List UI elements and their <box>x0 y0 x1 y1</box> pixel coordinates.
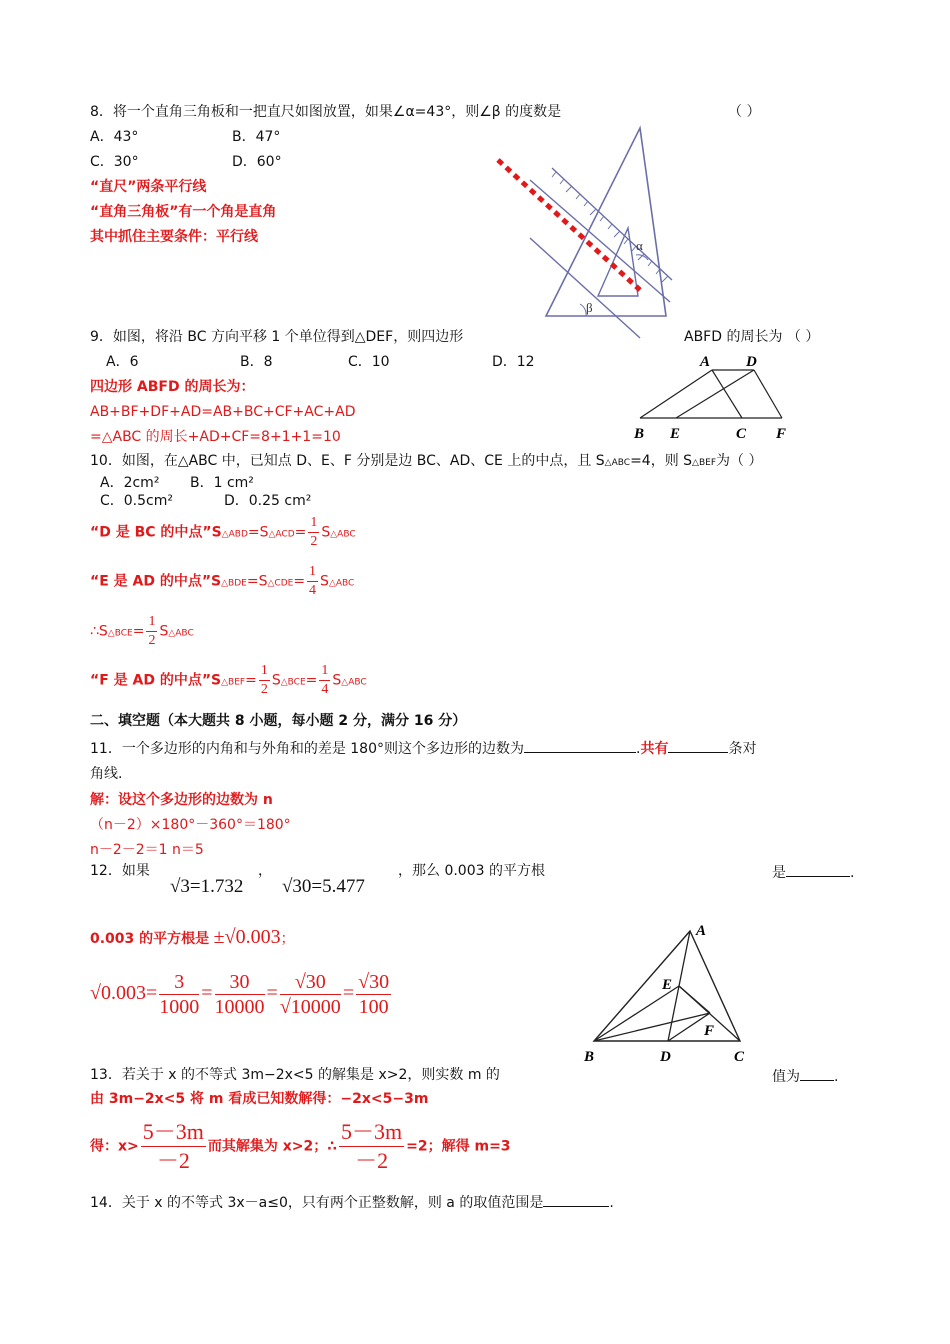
q11-blank-2[interactable] <box>668 738 728 753</box>
q9-label-d: D <box>746 354 757 370</box>
q8-option-b: B．47° <box>232 129 281 145</box>
q9-option-a: A．6 <box>106 354 139 370</box>
q14-blank[interactable] <box>543 1192 609 1207</box>
q10-figure-triangle <box>580 905 760 1065</box>
q8-note-3: 其中抓住主要条件：平行线 <box>90 229 258 245</box>
q10-label-c: C <box>734 1049 745 1065</box>
q10-note-1: “D 是 BC 的中点”S△ABD=S△ACD= $\frac{1}{2}$ S△ABC <box>90 515 356 549</box>
q10-stem: 10．如图，在△ABC 中，已知点 D、E、F 分别是边 BC、AD、CE 上的中点，且 S△ABC=4，则 S△BEF为（ ） <box>90 453 763 469</box>
q12-stem: 12．如果 <box>90 863 150 879</box>
q9-note-2: AB+BF+DF+AD=AB+BC+CF+AC+AD <box>90 404 356 420</box>
q11-note-3: n－2－2＝1 n＝5 <box>90 842 204 858</box>
q10-note-3: ∴S△BCE= $\frac{1}{2}$ S△ABC <box>90 614 194 648</box>
q13-note-1: 由 3m−2x<5 将 m 看成已知数解得：−2x<5−3m <box>90 1091 429 1107</box>
q11-note-1: 解：设这个多边形的边数为 n <box>90 792 273 808</box>
q10-option-d: D．0.25 cm² <box>224 493 312 509</box>
q12-note-equation: √0.003= $\frac{3}{1000}$ = $\frac{30}{10000}$ = $\frac{√30}{√10000}$ = $\frac{√30}{100}$ <box>90 971 390 1018</box>
q8-alpha-label: α <box>636 238 643 253</box>
q9-option-d: D．12 <box>492 354 535 370</box>
q10-option-a: A．2cm² <box>100 475 160 491</box>
q9-label-f: F <box>776 426 787 442</box>
q10-label-b: B <box>584 1049 595 1065</box>
q8-note-1: “直尺”两条平行线 <box>90 179 207 195</box>
q12-sqrt3: √3=1.732 <box>170 876 244 897</box>
q8-figure-ruler-triangle <box>490 120 680 340</box>
q8-option-a: A．43° <box>90 129 139 145</box>
q9-option-c: C．10 <box>348 354 390 370</box>
q12-blank[interactable] <box>786 862 850 877</box>
q10-note-4: “F 是 AD 的中点”S△BEF= $\frac{1}{2}$ S△BCE= $\frac{1}{4}$ S△ABC <box>90 663 367 697</box>
q10-label-a: A <box>696 923 707 939</box>
q10-label-f: F <box>704 1023 715 1039</box>
q11-stem-line2: 角线. <box>90 766 123 782</box>
q9-option-b: B．8 <box>240 354 273 370</box>
q11-blank-1[interactable] <box>524 738 636 753</box>
q13-stem: 13．若关于 x 的不等式 3m−2x<5 的解集是 x>2，则实数 m 的 <box>90 1067 500 1083</box>
q8-option-c: C．30° <box>90 154 139 170</box>
q8-stem: 8．将一个直角三角板和一把直尺如图放置，如果∠α=43°，则∠β 的度数是 <box>90 104 562 120</box>
q10-option-b: B．1 cm² <box>190 475 254 491</box>
q12-note-1: 0.003 的平方根是 ±√0.003； <box>90 926 295 948</box>
q13-note-2: 得：x> $\frac{5-3m}{-2}$ 而其解集为 x>2；∴ $\frac{5-3m}{-2}$ =2；解得 m=3 <box>90 1119 511 1173</box>
q8-paren: （ ） <box>728 104 761 120</box>
q11-stem: 11．一个多边形的内角和与外角和的差是 180°则这个多边形的边数为 .共有 条对 <box>90 738 756 758</box>
q9-stem-right: ABFD 的周长为 （ ） <box>684 329 820 345</box>
q10-option-c: C．0.5cm² <box>100 493 173 509</box>
q12-stem-right: 是 . <box>772 862 854 882</box>
q12-comma: ， <box>258 863 272 879</box>
q11-note-2: （n－2）×180°－360°＝180° <box>90 817 291 833</box>
q9-label-c: C <box>736 426 747 442</box>
q13-stem-right: 值为 . <box>772 1066 838 1086</box>
q10-label-e: E <box>662 977 673 993</box>
q9-stem: 9．如图，将沿 BC 方向平移 1 个单位得到△DEF，则四边形 <box>90 329 464 345</box>
section-2-title: 二、填空题（本大题共 8 小题，每小题 2 分，满分 16 分） <box>90 713 467 729</box>
q12-stem-mid: ，那么 0.003 的平方根 <box>398 863 545 879</box>
q9-label-a: A <box>700 354 711 370</box>
q13-blank[interactable] <box>800 1066 834 1081</box>
q9-note-3: =△ABC 的周长+AD+CF=8+1+1=10 <box>90 429 341 445</box>
q12-sqrt30: √30=5.477 <box>282 876 365 897</box>
q8-note-2: “直角三角板”有一个角是直角 <box>90 204 277 220</box>
q9-label-e: E <box>670 426 681 442</box>
q8-option-d: D．60° <box>232 154 282 170</box>
q14-stem: 14．关于 x 的不等式 3x－a≤0，只有两个正整数解，则 a 的取值范围是 . <box>90 1192 614 1212</box>
q9-note-1: 四边形 ABFD 的周长为： <box>90 379 255 395</box>
q8-beta-label: β <box>586 300 593 315</box>
q10-note-2: “E 是 AD 的中点”S△BDE=S△CDE= $\frac{1}{4}$ S△ABC <box>90 564 355 598</box>
q9-figure-translation <box>630 350 800 445</box>
q9-label-b: B <box>634 426 645 442</box>
q10-label-d: D <box>660 1049 671 1065</box>
